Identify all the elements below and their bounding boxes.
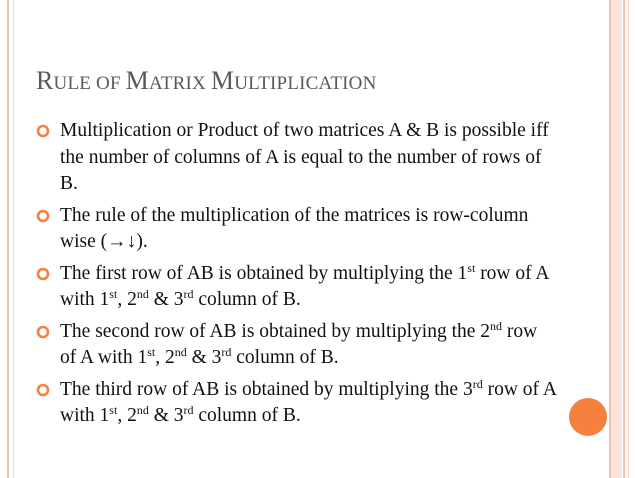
title-part: ATRIX	[149, 73, 211, 94]
text-run: Multiplication or Product of two matrices A & B is possible iff the number of columns of A is equal to the number of rows of B.	[60, 120, 549, 194]
text-run: & 3	[148, 289, 184, 310]
text-run: The second row of AB is obtained by multiplying the 2	[60, 320, 491, 342]
title-part: M	[125, 66, 149, 95]
title-part: ULE OF	[53, 73, 126, 94]
superscript: rd	[221, 345, 232, 359]
text-run: & 3	[148, 405, 184, 426]
text-run: The rule of the multiplication of the matrices is row-column wise (→↓).	[60, 204, 529, 252]
superscript: st	[467, 260, 476, 275]
bullet-marker-icon	[36, 267, 58, 281]
bullet-text	[60, 261, 556, 314]
bullet-text	[60, 203, 556, 256]
text-run: row of A with 1	[60, 378, 556, 426]
superscript: rd	[183, 287, 194, 301]
superscript: nd	[136, 287, 149, 301]
superscript: st	[109, 403, 118, 417]
bullet-list	[36, 118, 556, 435]
right-border-band	[611, 0, 622, 478]
text-run: The first row of AB is obtained by multiplying the 1	[60, 262, 468, 284]
bullet-item	[36, 377, 556, 430]
right-border-line	[609, 0, 611, 478]
bullet-text	[60, 377, 556, 430]
superscript: rd	[472, 376, 483, 391]
superscript: rd	[183, 403, 194, 417]
title-part: M	[210, 66, 235, 95]
title-part: R	[36, 66, 54, 95]
title-part: ULTIPLICATION	[234, 73, 377, 94]
text-run: The third row of AB is obtained by multiplying the 3	[60, 378, 473, 400]
text-run: column of B.	[231, 347, 339, 368]
superscript: st	[147, 345, 156, 359]
text-run: column of B.	[193, 289, 301, 310]
bullet-marker-icon	[36, 325, 58, 339]
bullet-marker-icon	[36, 124, 58, 138]
superscript: nd	[174, 345, 187, 359]
text-run: , 2	[117, 405, 137, 426]
superscript: st	[109, 287, 118, 301]
text-run: row of A with 1	[60, 262, 549, 310]
text-run: , 2	[117, 289, 137, 310]
bullet-item	[36, 118, 556, 198]
bullet-item	[36, 261, 556, 314]
text-run: , 2	[155, 347, 175, 368]
text-run: & 3	[186, 347, 222, 368]
text-run: row of A with 1	[60, 320, 538, 368]
text-run: column of B.	[193, 405, 301, 426]
bullet-marker-icon	[36, 209, 58, 223]
left-border-line	[7, 0, 9, 478]
bullet-text	[60, 319, 556, 372]
orange-circle-decoration	[569, 398, 607, 436]
bullet-text	[60, 118, 556, 198]
bullet-marker-icon	[36, 383, 58, 397]
superscript: nd	[136, 403, 149, 417]
slide-title	[36, 66, 377, 99]
bullet-item	[36, 319, 556, 372]
right-border-line	[623, 0, 625, 478]
right-border-line-thin	[628, 0, 629, 478]
left-border-line-thin	[13, 0, 14, 478]
bullet-item	[36, 203, 556, 256]
superscript: nd	[490, 318, 503, 333]
